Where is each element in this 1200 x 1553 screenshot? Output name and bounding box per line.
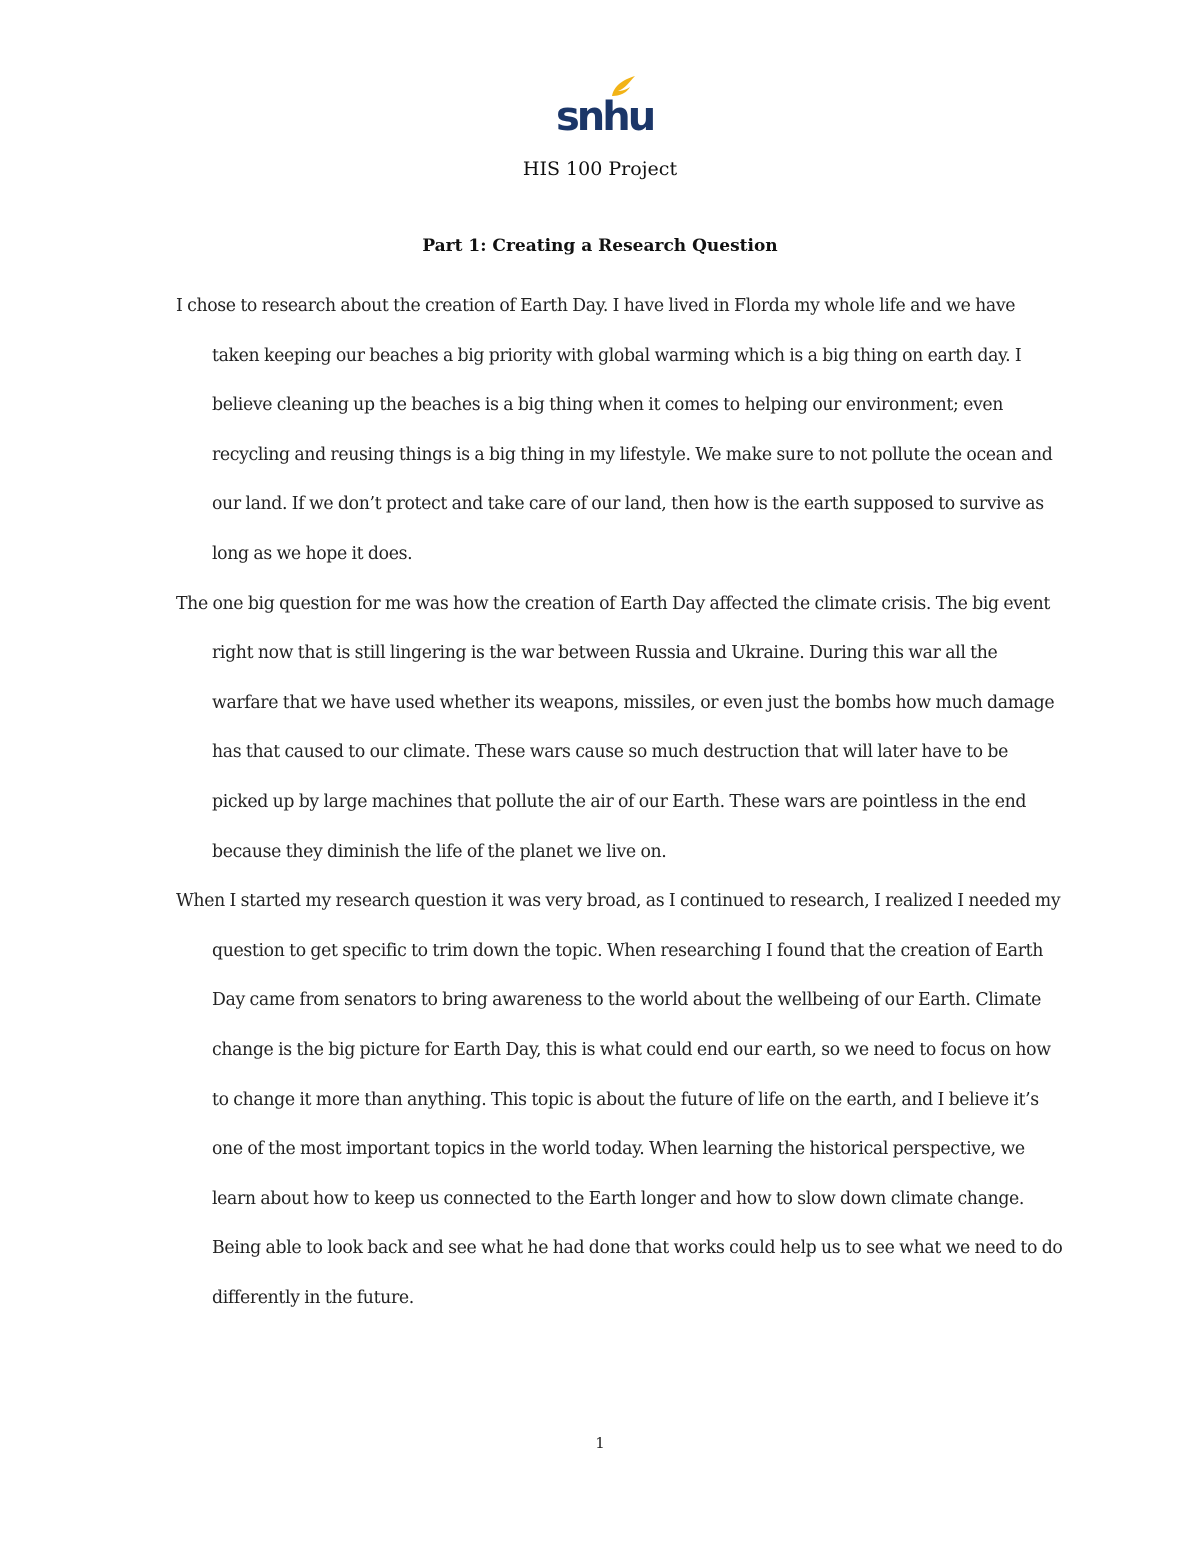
document-title: HIS 100 Project bbox=[522, 158, 678, 180]
svg-text:snhu: snhu bbox=[556, 94, 654, 140]
section-heading: Part 1: Creating a Research Question bbox=[422, 236, 778, 256]
snhu-logo bbox=[556, 74, 654, 140]
page-number: 1 bbox=[595, 1434, 605, 1452]
paragraph: The one big question for me was how the creation of Earth Day affected the climate crisis. The big event right now that is still lingering is the war between Russia and Ukraine. During this war all the warfare that we have used whether its weapons, missiles, or even just the bombs how much damage has that caused to our climate. These wars cause so much destruction that will later have to be picked up by large machines that pollute the air of our Earth. These wars are pointless in the end because they diminish the life of the planet we live on. bbox=[176, 593, 1055, 862]
document-body bbox=[176, 282, 1066, 1323]
paragraph: I chose to research about the creation of Earth Day. I have lived in Florda my whole life and we have taken keeping our beaches a big priority with global warming which is a big thing on earth day. I believe cleaning up the beaches is a big thing when it comes to helping our environment; even recycling and reusing things is a big thing in my lifestyle. We make sure to not pollute the ocean and our land. If we don’t protect and take care of our land, then how is the earth supposed to survive as long as we hope it does. bbox=[176, 296, 1053, 564]
paragraph: When I started my research question it was very broad, as I continued to research, I realized I needed my question to get specific to trim down the topic. When researching I found that the creation of Earth Day came from senators to bring awareness to the world about the wellbeing of our Earth. Climate change is the big picture for Earth Day, this is what could end our earth, so we need to focus on how to change it more than anything. This topic is about the future of life on the earth, and I believe it’s one of the most important topics in the world today. When learning the historical perspective, we learn about how to keep us connected to the Earth longer and how to slow down climate change. Being able to look back and see what he had done that works could help us to see what we need to do differently in the future. bbox=[176, 891, 1063, 1308]
flame-icon bbox=[612, 76, 635, 96]
